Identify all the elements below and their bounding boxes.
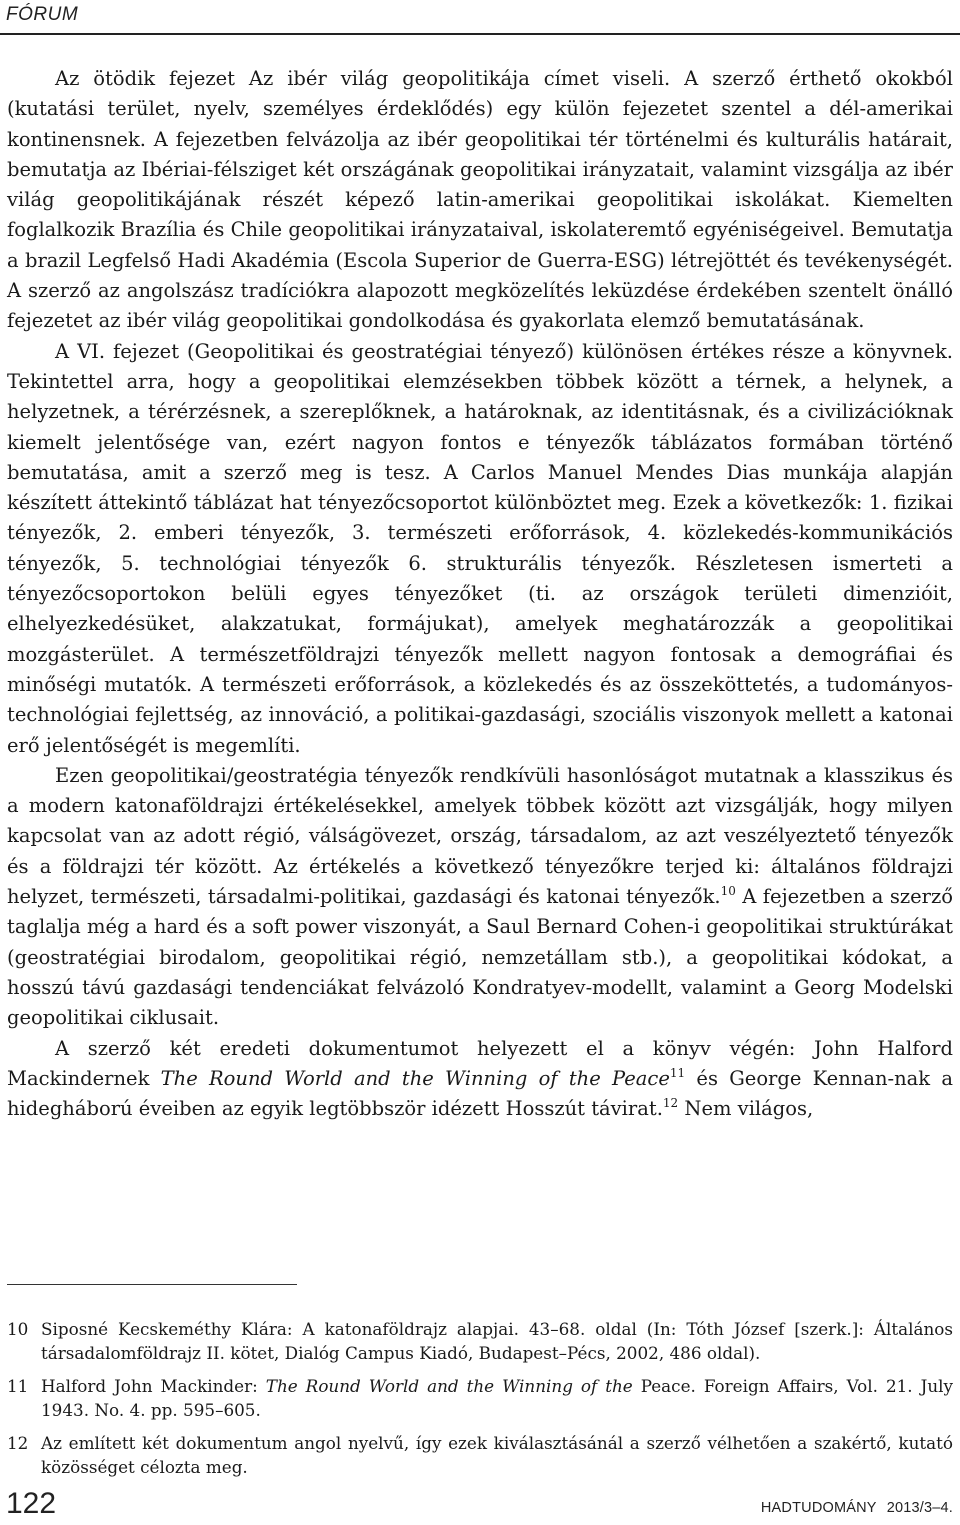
footnote-text (41, 1318, 953, 1365)
text-run: és George Kennan-nak a hidegháború éveiben az egyik legtöbbször idézett Hosszút távirat. (7, 1066, 953, 1121)
header-rule (0, 33, 960, 35)
footnote-ref: 10 (720, 884, 736, 899)
journal-info (761, 1500, 953, 1516)
footnote-ref: 12 (662, 1096, 679, 1111)
article-body (7, 64, 953, 1124)
footnote (7, 1375, 953, 1422)
text-run: A szerző két eredeti dokumentumot helyezett el a könyv végén: John Halford Mackindernek (7, 1036, 953, 1090)
journal-issue: 2013/3–4. (886, 1500, 953, 1516)
footnote-text (41, 1432, 953, 1479)
text-run: Peace. Foreign Affairs, Vol. 21. July 1943. No. 4. pp. 595–605. (41, 1376, 953, 1420)
text-run: A fejezetben a szerző taglalja még a hard és a soft power viszonyát, a Saul Bernard Cohen-i geopolitikai struktúrákat (geostratégiai birodalom, geopolitikai régió, nemzetállam stb.), a geopolitikai kódokat, a hosszú távú gazdasági tendenciákat felvázoló Kondratyev-modellt, valamint a Georg Modelski geopolitikai ciklusait. (7, 885, 953, 1030)
footnote-number: 11 (7, 1376, 29, 1396)
text-run: Siposné Kecskeméthy Klára: A katonaföldrajz alapjai. 43–68. oldal (In: Tóth József [szerk.]: Általános társadalomföldrajz II. kötet, Dialóg Campus Kiadó, Budapest–Pécs, 2002, 486 oldal). (41, 1319, 953, 1363)
paragraph (7, 761, 953, 1034)
paragraph (7, 64, 953, 337)
text-run: Nem világos, (678, 1097, 814, 1121)
paragraph (7, 1034, 953, 1125)
text-run: Ezen geopolitikai/geostratégia tényezők rendkívüli hasonlóságot mutatnak a klasszikus és a modern katonaföldrajzi értékelésekkel, amelyek többek között azt vizsgálják, hogy milyen kapcsolat van az adott régió, válságövezet, ország, társadalom, az azt veszélyeztető tényezők és a földrajzi tér között. Az értékelés a következő tényezőkre terjed ki: általános földrajzi helyzet, természeti, társadalmi-politikai, gazdasági és katonai tényezők. (7, 763, 953, 909)
footnote (7, 1432, 953, 1479)
paragraph (7, 337, 953, 761)
footnote-number: 10 (7, 1319, 29, 1339)
text-run: Az említett két dokumentum angol nyelvű, így ezek kiválasztásánál a szerző vélhetően a szakértő, kutató közösséget célozta meg. (41, 1433, 953, 1477)
italic-title: The Round World and the Winning of the (265, 1376, 633, 1396)
footnote-text (41, 1375, 953, 1422)
page-number: 122 (6, 1487, 57, 1520)
footnotes (7, 1318, 953, 1489)
text-run: Halford John Mackinder: (41, 1376, 266, 1396)
footnote-ref: 11 (669, 1065, 686, 1080)
text-run: Az ötödik fejezet Az ibér világ geopolitikája címet viseli. A szerző érthető okokból (kutatási terület, nyelv, személyes érdeklődés) egy külön fejezetet szentel a dél-amerikai kontinensnek. A fejezetben felvázolja az ibér geopolitikai tér történelmi és kulturális határait, bemutatja az Ibériai-félsziget két országának geopolitikai irányzatait, valamint vizsgálja az ibér világ geopolitikájának részét képező latin-amerikai geopolitikai iskolákat. Kiemelten foglalkozik Brazília és Chile geopolitikai irányzataival, iskolateremtő egyéniségeivel. Bemutatja a brazil Legfelső Hadi Akadémia (Escola Superior de Guerra-ESG) létrejöttét és tevékenységét. A szerző az angolszász tradíciókra alapozott megközelítés leküzdése érdekében szentelt önálló fejezetet az ibér világ geopolitikai gondolkodása és gyakorlata elemző bemutatásának. (7, 67, 953, 333)
section-label: FÓRUM (6, 4, 79, 25)
footnote (7, 1318, 953, 1365)
footnote-number: 12 (7, 1433, 29, 1453)
italic-title: The Round World and the Winning of the Peace (160, 1066, 670, 1090)
text-run: A VI. fejezet (Geopolitikai és geostratégiai tényező) különösen értékes része a könyvnek. Tekintettel arra, hogy a geopolitikai elemzésekben többek között a térnek, a helynek, a helyzetnek, a térérzésnek, a szereplőknek, a határoknak, az identitásnak, és a civilizációknak kiemelt jelentősége van, ezért nagyon fontos e tényezők táblázatos formában történő bemutatása, amit a szerző meg is tesz. A Carlos Manuel Mendes Dias munkája alapján készített áttekintő táblázat hat tényezőcsoportot különböztet meg. Ezek a következők: 1. fizikai tényezők, 2. emberi tényezők, 3. természeti erőforrások, 4. közlekedés-kommunikációs tényezők, 5. technológiai tényezők 6. strukturális tényezők. Részletesen ismerteti a tényezőcsoportokon belüli egyes tényezőket (ti. az országok területi dimenzióit, elhelyezkedésüket, alakzatukat, formájukat), amelyek meghatározzák a geopolitikai mozgásterület. A természetföldrajzi tényezők mellett nagyon fontosak a demográfiai és minőségi mutatók. A természeti erőforrások, a közlekedés és az összeköttetés, a tudományos-technológiai fejlettség, az innováció, a politikai-gazdasági, szociális viszonyok mellett a katonai erő jelentőségét is megemlíti. (7, 339, 953, 757)
journal-name: HADTUDOMÁNY (760, 1500, 877, 1516)
footnote-separator (7, 1284, 297, 1285)
